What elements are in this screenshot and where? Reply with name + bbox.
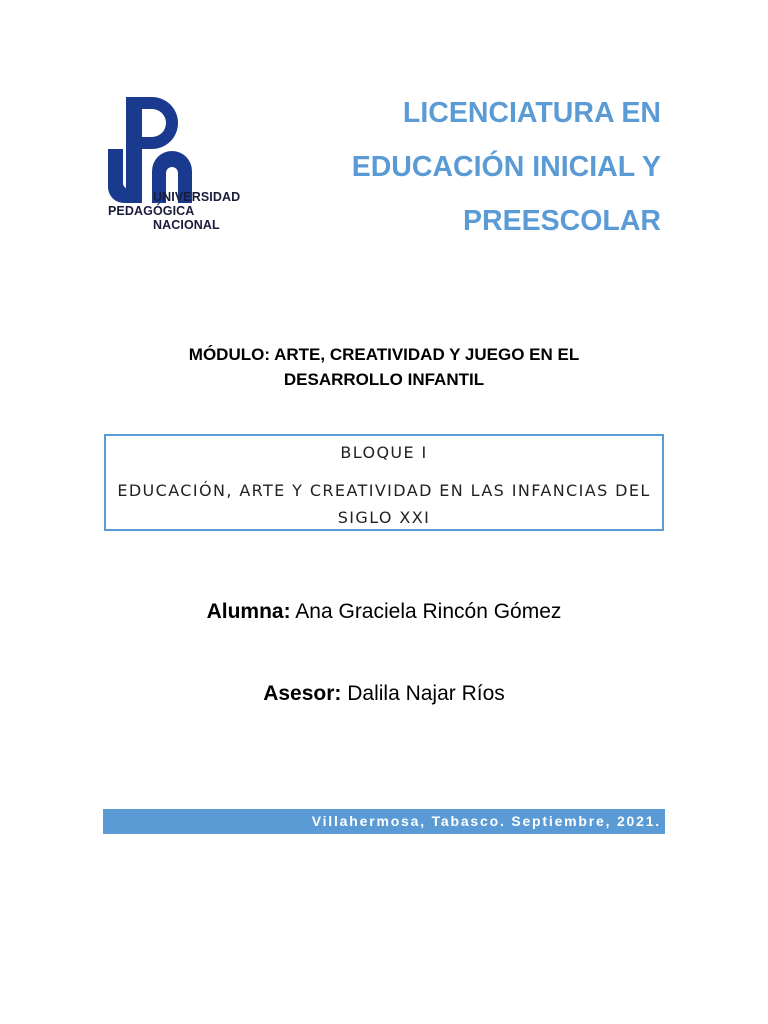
student-label: Alumna: [206, 600, 291, 623]
block-number: BLOQUE I [340, 443, 428, 462]
module-heading-line: DESARROLLO INFANTIL [283, 370, 485, 389]
student-line [104, 600, 664, 624]
block-box [104, 434, 664, 531]
logo-text-universidad: UNIVERSIDAD [153, 190, 241, 204]
degree-title-line: LICENCIATURA EN [402, 97, 661, 129]
student-name: Ana Graciela Rincón Gómez [295, 600, 562, 623]
footer-bar [103, 809, 665, 834]
advisor-label: Asesor: [263, 682, 342, 705]
upn-logo [106, 97, 256, 237]
logo-text-nacional: NACIONAL [153, 218, 220, 232]
degree-title-line: EDUCACIÓN INICIAL Y [351, 151, 661, 183]
degree-title [241, 86, 661, 248]
logo-text-pedagogica: PEDAGÓGICA [108, 204, 195, 218]
module-heading-line: MÓDULO: ARTE, CREATIVIDAD Y JUEGO EN EL [188, 345, 580, 364]
advisor-name: Dalila Najar Ríos [347, 682, 505, 705]
degree-title-line: PREESCOLAR [463, 205, 661, 237]
block-title: EDUCACIÓN, ARTE Y CREATIVIDAD EN LAS INFANCIAS DEL SIGLO XXI [117, 481, 651, 527]
module-heading [104, 342, 664, 392]
footer-place-date: Villahermosa, Tabasco. Septiembre, 2021. [311, 813, 661, 829]
advisor-line [104, 682, 664, 706]
